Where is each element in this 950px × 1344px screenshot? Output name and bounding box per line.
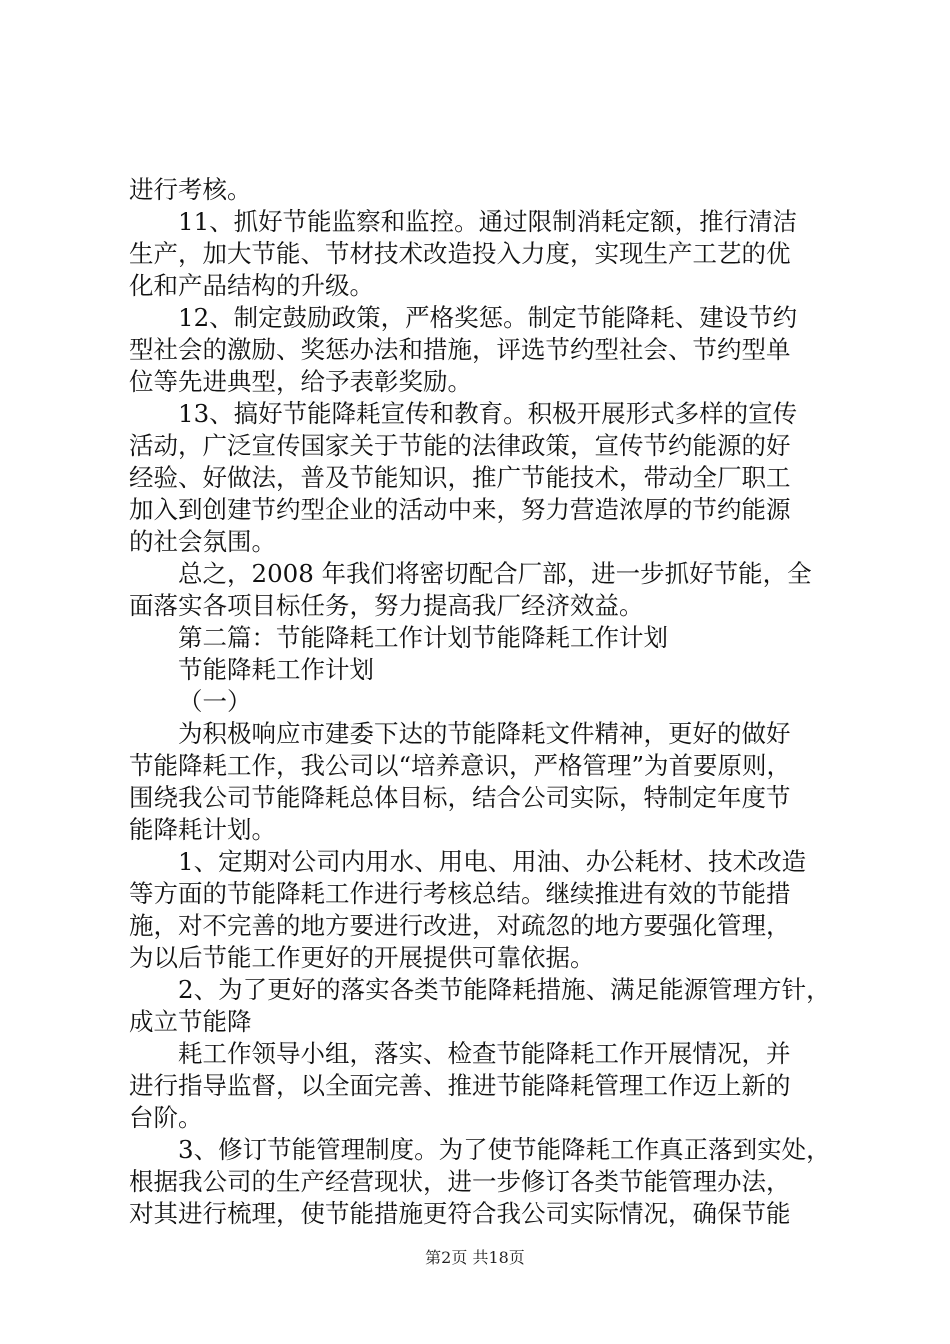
text-line: 成立节能降 (129, 1007, 252, 1036)
text-line: 11、抓好节能监察和监控。通过限制消耗定额，推行清洁 (178, 207, 798, 236)
text-line: 生产，加大节能、节材技术改造投入力度，实现生产工艺的优 (129, 239, 791, 268)
text-line: 1、定期对公司内用水、用电、用油、办公耗材、技术改造 (178, 847, 807, 876)
text-line: 围绕我公司节能降耗总体目标，结合公司实际，特制定年度节 (129, 783, 791, 812)
text-line: 2、为了更好的落实各类节能降耗措施、满足能源管理方针， (178, 975, 831, 1004)
text-line: 位等先进典型，给予表彰奖励。 (129, 367, 472, 396)
text-line: 经验、好做法，普及节能知识，推广节能技术，带动全厂职工 (129, 463, 791, 492)
text-line: 加入到创建节约型企业的活动中来，努力营造浓厚的节约能源 (129, 495, 791, 524)
text-line: 根据我公司的生产经营现状，进一步修订各类节能管理办法， (129, 1167, 791, 1196)
text-line: 13、搞好节能降耗宣传和教育。积极开展形式多样的宣传 (178, 399, 798, 428)
section-heading: 第二篇：节能降耗工作计划节能降耗工作计划 (178, 623, 668, 652)
text-line: 总之，2008 年我们将密切配合厂部，进一步抓好节能，全 (178, 559, 812, 588)
text-line: 型社会的激励、奖惩办法和措施，评选节约型社会、节约型单 (129, 335, 791, 364)
text-line: 面落实各项目标任务，努力提高我厂经济效益。 (129, 591, 644, 620)
text-line: 12、制定鼓励政策，严格奖惩。制定节能降耗、建设节约 (178, 303, 798, 332)
text-line: 3、修订节能管理制度。为了使节能降耗工作真正落到实处， (178, 1135, 831, 1164)
section-number: （一） (178, 687, 252, 716)
text-line: 活动，广泛宣传国家关于节能的法律政策，宣传节约能源的好 (129, 431, 791, 460)
text-line: 进行考核。 (129, 175, 252, 204)
text-line: 施，对不完善的地方要进行改进，对疏忽的地方要强化管理， (129, 911, 791, 940)
text-line: 台阶。 (129, 1103, 203, 1132)
text-line: 等方面的节能降耗工作进行考核总结。继续推进有效的节能措 (129, 879, 791, 908)
text-line: 为积极响应市建委下达的节能降耗文件精神，更好的做好 (178, 719, 791, 748)
text-line: 化和产品结构的升级。 (129, 271, 374, 300)
text-line: 耗工作领导小组，落实、检查节能降耗工作开展情况，并 (178, 1039, 791, 1068)
text-line: 对其进行梳理，使节能措施更符合我公司实际情况，确保节能 (129, 1199, 791, 1228)
text-line: 为以后节能工作更好的开展提供可靠依据。 (129, 943, 595, 972)
text-line: 能降耗计划。 (129, 815, 276, 844)
page-number-footer: 第2页 共18页 (425, 1248, 525, 1267)
text-line: 的社会氛围。 (129, 527, 276, 556)
text-line: 进行指导监督，以全面完善、推进节能降耗管理工作迈上新的 (129, 1071, 791, 1100)
section-subheading: 节能降耗工作计划 (178, 655, 374, 684)
text-line: 节能降耗工作，我公司以“培养意识，严格管理”为首要原则， (129, 751, 792, 780)
